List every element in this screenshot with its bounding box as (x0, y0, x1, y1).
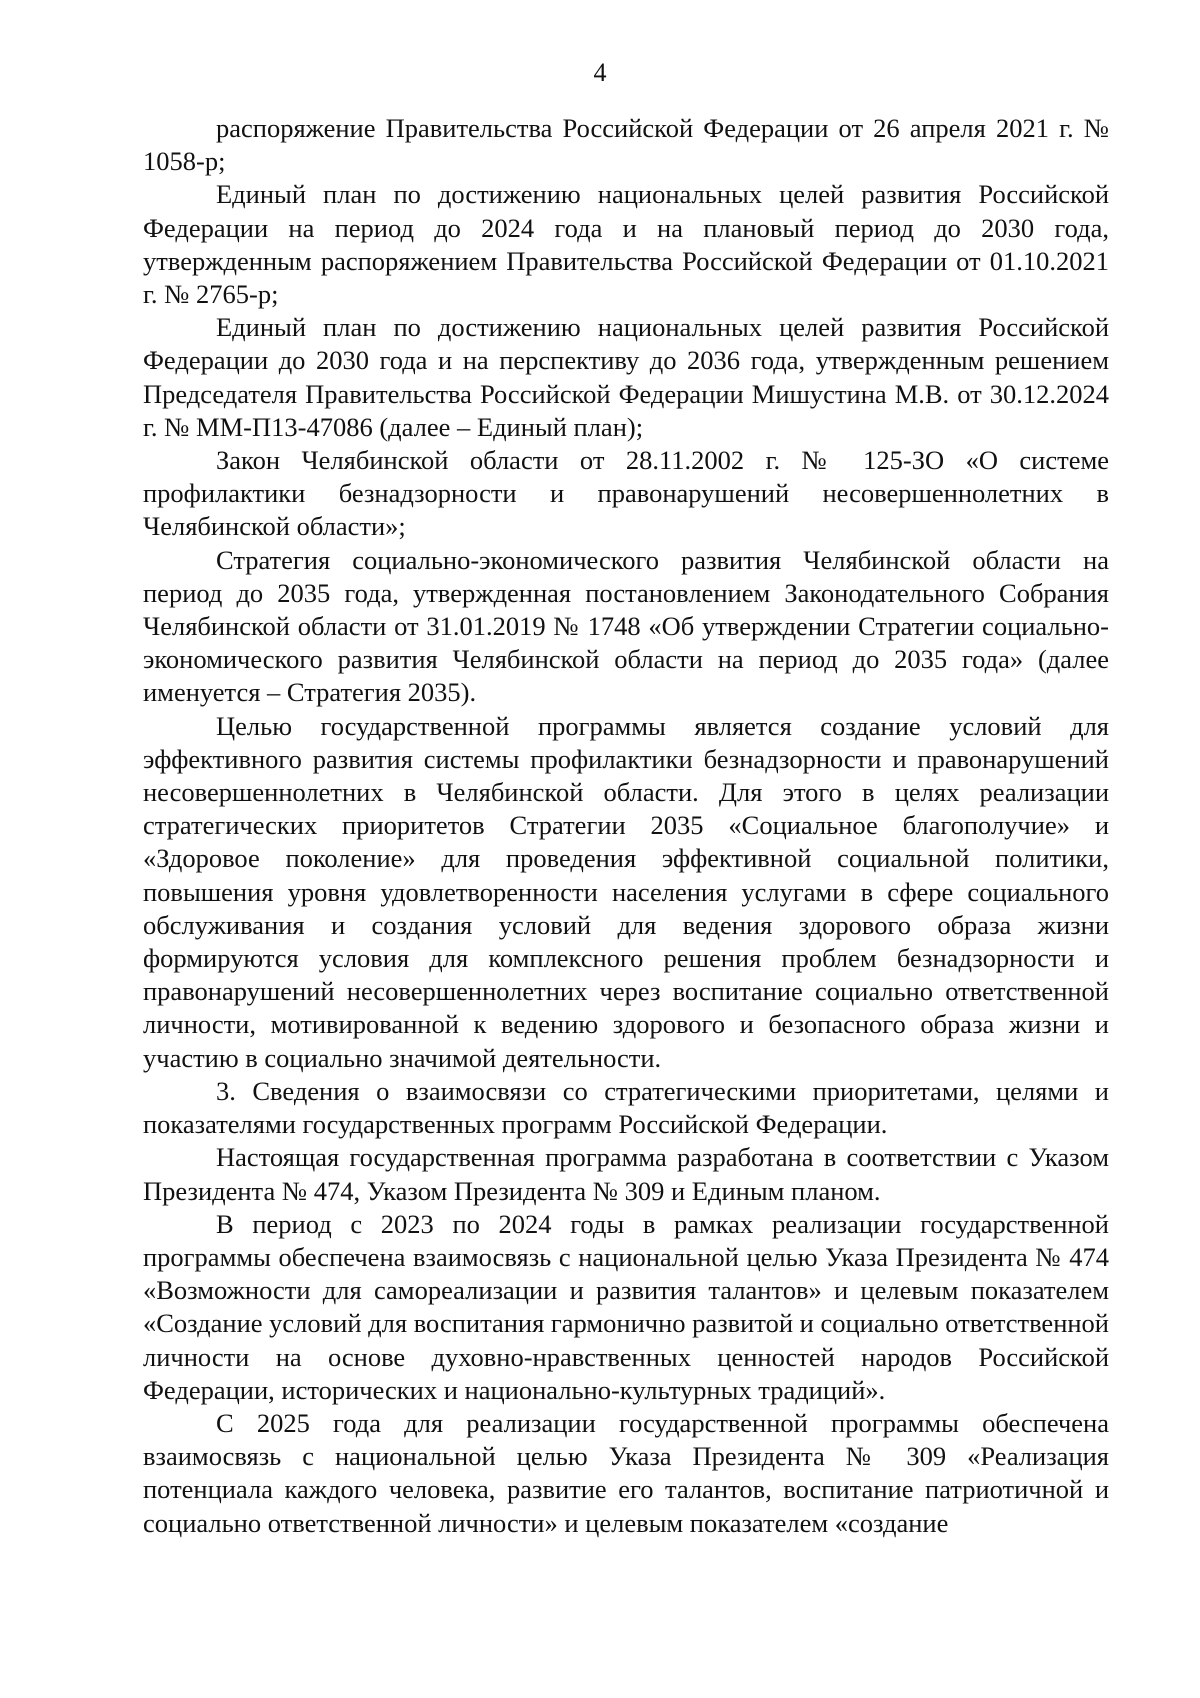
paragraph-2023-2024-link: В период с 2023 по 2024 годы в рамках реализации государственной программы обеспечена взаимосвязь с национальной целью Указа Президента № 474 «Возможности для самореализации и развития талантов» и целевым показателем «Создание условий для воспитания гармонично развитой и социально ответственной личности на основе духовно-нравственных ценностей народов Российской Федерации, исторических и национально-культурных традиций». (143, 1208, 1109, 1405)
page-number: 4 (593, 58, 607, 87)
section-heading-3: 3. Сведения о взаимосвязи со стратегическими приоритетами, целями и показателями государственных программ Российской Федерации. (143, 1075, 1109, 1140)
document-body (143, 112, 1109, 1540)
paragraph-2025-link: С 2025 года для реализации государственной программы обеспечена взаимосвязь с национальной целью Указа Президента № 309 «Реализация потенциала каждого человека, развитие его талантов, воспитание патриотичной и социально ответственной личности» и целевым показателем «создание (143, 1407, 1109, 1538)
paragraph-government-order: распоряжение Правительства Российской Федерации от 26 апреля 2021 г. № 1058-р; (143, 113, 1109, 177)
paragraph-program-basis: Настоящая государственная программа разработана в соответствии с Указом Президента № 474, Указом Президента № 309 и Единым планом. (143, 1142, 1109, 1206)
paragraph-strategy-2035: Стратегия социально-экономического развития Челябинской области на период до 2035 года, утвержденная постановлением Законодательного Собрания Челябинской области от 31.01.2019 № 1748 «Об утверждении Стратегии социально-экономического развития Челябинской области на период до 2035 года» (далее именуется – Стратегия 2035). (143, 544, 1109, 708)
paragraph-unified-plan-2030: Единый план по достижению национальных целей развития Российской Федерации на период до 2024 года и на плановый период до 2030 года, утвержденным распоряжением Правительства Российской Федерации от 01.10.2021 г. № 2765-р; (143, 179, 1109, 310)
paragraph-unified-plan-2036: Единый план по достижению национальных целей развития Российской Федерации до 2030 года и на перспективу до 2036 года, утвержденным решением Председателя Правительства Российской Федерации Мишустина М.В. от 30.12.2024 г. № ММ-П13-47086 (далее – Единый план); (143, 312, 1109, 442)
paragraph-chelyabinsk-law: Закон Челябинской области от 28.11.2002 г. № 125-ЗО «О системе профилактики безнадзорности и правонарушений несовершеннолетних в Челябинской области»; (143, 445, 1109, 542)
paragraph-program-goal: Целью государственной программы является создание условий для эффективного развития системы профилактики безнадзорности и правонарушений несовершеннолетних в Челябинской области. Для этого в целях реализации стратегических приоритетов Стратегии 2035 «Социальное благополучие» и «Здоровое поколение» для проведения эффективной социальной политики, повышения уровня удовлетворенности населения услугами в сфере социального обслуживания и создания условий для ведения здорового образа жизни формируются условия для комплексного решения проблем безнадзорности и правонарушений несовершеннолетних через воспитание социально ответственной личности, мотивированной к ведению здорового и безопасного образа жизни и участию в социально значимой деятельности. (143, 710, 1109, 1073)
